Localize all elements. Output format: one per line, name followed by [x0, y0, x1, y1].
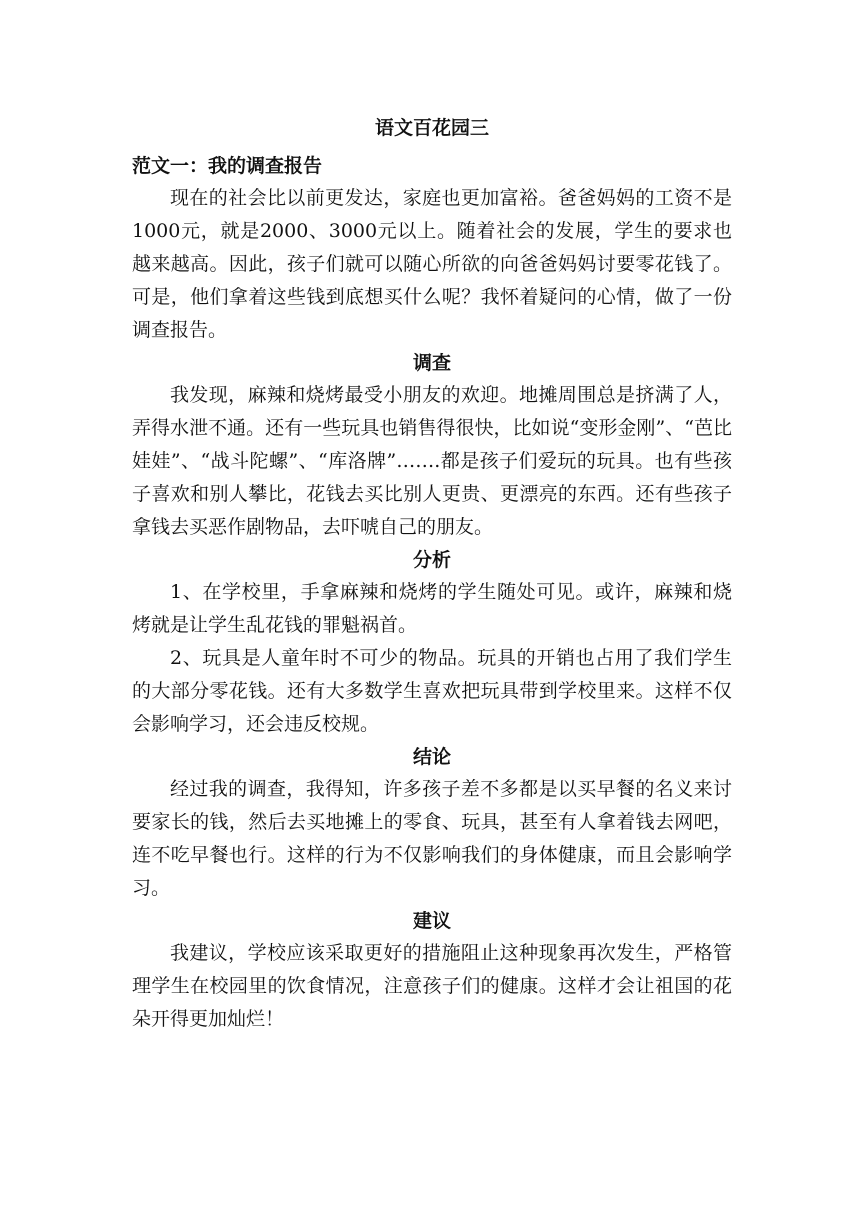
survey-heading: 调查 [412, 352, 451, 374]
suggestion-heading: 建议 [412, 910, 451, 932]
intro-section [132, 182, 732, 347]
document-page [132, 112, 732, 1036]
suggestion-paragraph: 我建议，学校应该采取更好的措施阻止这种现象再次发生，严格管理学生在校园里的饮食情况，注意孩子们的健康。这样才会让祖国的花朵开得更加灿烂！ [132, 942, 732, 1030]
analysis-section [132, 544, 732, 741]
survey-section [132, 347, 732, 544]
essay-title: 范文一：我的调查报告 [132, 155, 323, 177]
conclusion-heading: 结论 [412, 746, 451, 768]
document-title: 语文百花园三 [374, 117, 489, 139]
conclusion-section [132, 741, 732, 905]
suggestion-section [132, 905, 732, 1036]
conclusion-paragraph: 经过我的调查，我得知，许多孩子差不多都是以买早餐的名义来讨要家长的钱，然后去买地摊上的零食、玩具，甚至有人拿着钱去网吧，连不吃早餐也行。这样的行为不仅影响我们的身体健康，而且会影响学习。 [132, 778, 732, 899]
analysis-paragraph-2: 2、玩具是人童年时不可少的物品。玩具的开销也占用了我们学生的大部分零花钱。还有大多数学生喜欢把玩具带到学校里来。这样不仅会影响学习，还会违反校规。 [132, 647, 732, 735]
survey-paragraph: 我发现，麻辣和烧烤最受小朋友的欢迎。地摊周围总是挤满了人，弄得水泄不通。还有一些玩具也销售得很快，比如说“变形金刚”、“芭比娃娃”、“战斗陀螺”、“库洛牌”…….都是孩子们爱玩的玩具。也有些孩子喜欢和别人攀比，花钱去买比别人更贵、更漂亮的东西。还有些孩子拿钱去买恶作剧物品，去吓唬自己的朋友。 [132, 384, 732, 538]
analysis-paragraph-1: 1、在学校里，手拿麻辣和烧烤的学生随处可见。或许，麻辣和烧烤就是让学生乱花钱的罪魁祸首。 [132, 581, 732, 636]
intro-paragraph: 现在的社会比以前更发达，家庭也更加富裕。爸爸妈妈的工资不是1000元，就是2000、3000元以上。随着社会的发展，学生的要求也越来越高。因此，孩子们就可以随心所欲的向爸爸妈妈讨要零花钱了。可是，他们拿着这些钱到底想买什么呢？我怀着疑问的心情，做了一份调查报告。 [132, 187, 732, 341]
analysis-heading: 分析 [412, 549, 451, 571]
